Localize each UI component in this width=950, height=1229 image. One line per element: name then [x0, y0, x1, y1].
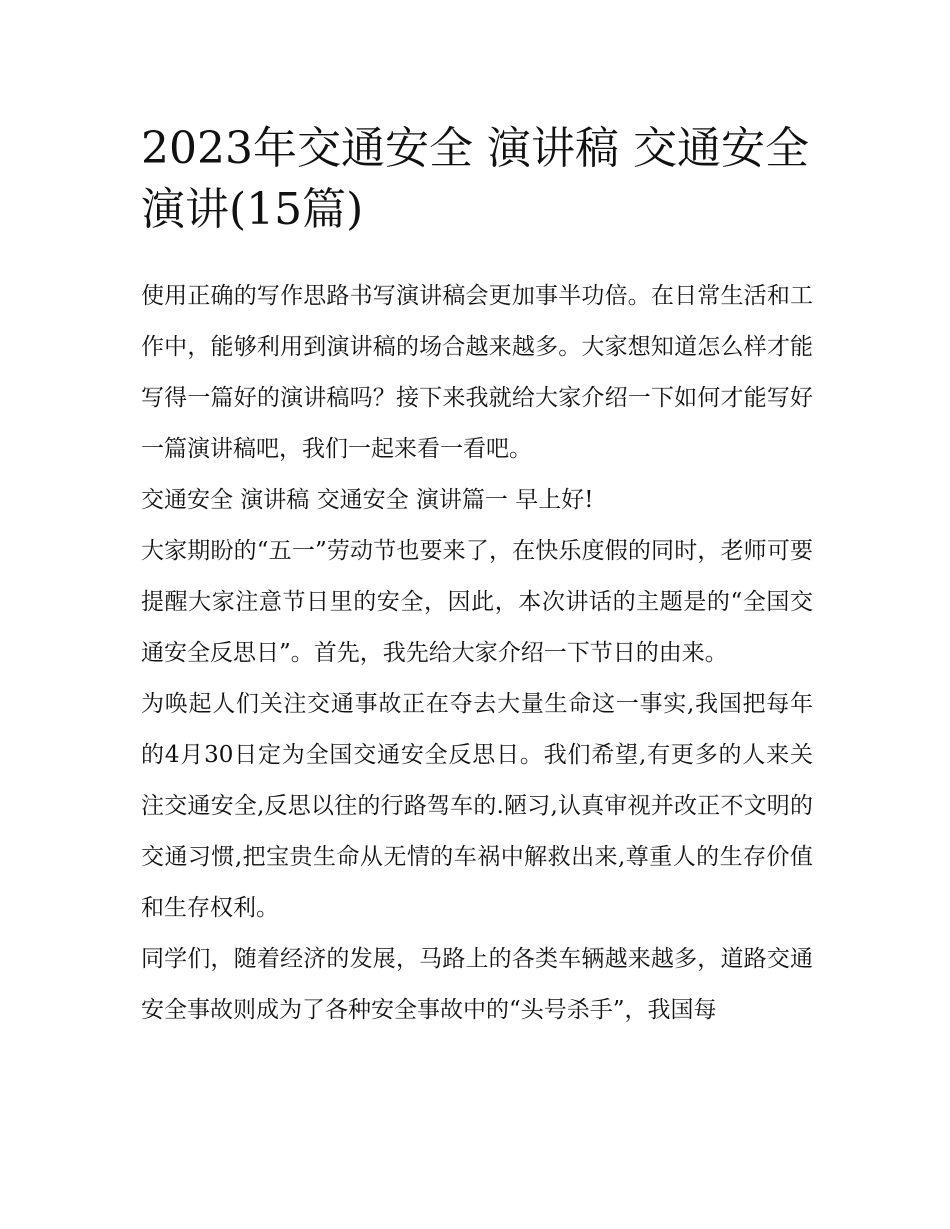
paragraph-labor-day: 大家期盼的“五一”劳动节也要来了，在快乐度假的同时，老师可要提醒大家注意节日里的安全，因此，本次讲话的主题是的“全国交通安全反思日”。首先，我先给大家介绍一下节日的由来。	[141, 538, 813, 666]
paragraph-students: 同学们，随着经济的发展，马路上的各类车辆越来越多，道路交通安全事故则成为了各种安全事故中的“头号杀手”，我国每	[141, 946, 813, 1023]
document-page	[141, 118, 813, 1036]
paragraph-intro: 使用正确的写作思路书写演讲稿会更加事半功倍。在日常生活和工作中，能够利用到演讲稿的场合越来越多。大家想知道怎么样才能写得一篇好的演讲稿吗？接下来我就给大家介绍一下如何才能写好一篇演讲稿吧，我们一起来看一看吧。	[141, 283, 813, 462]
document-title: 2023年交通安全 演讲稿 交通安全 演讲(15篇)	[141, 123, 809, 235]
document-body	[141, 271, 813, 1036]
paragraph-section-heading: 交通安全 演讲稿 交通安全 演讲篇一 早上好!	[141, 487, 594, 513]
paragraph-reflection-day: 为唤起人们关注交通事故正在夺去大量生命这一事实,我国把每年的4月30日定为全国交通安全反思日。我们希望,有更多的人来关注交通安全,反思以往的行路驾车的.陋习,认真审视并改正不文明的交通习惯,把宝贵生命从无情的车祸中解救出来,尊重人的生存价值和生存权利。	[141, 691, 813, 921]
